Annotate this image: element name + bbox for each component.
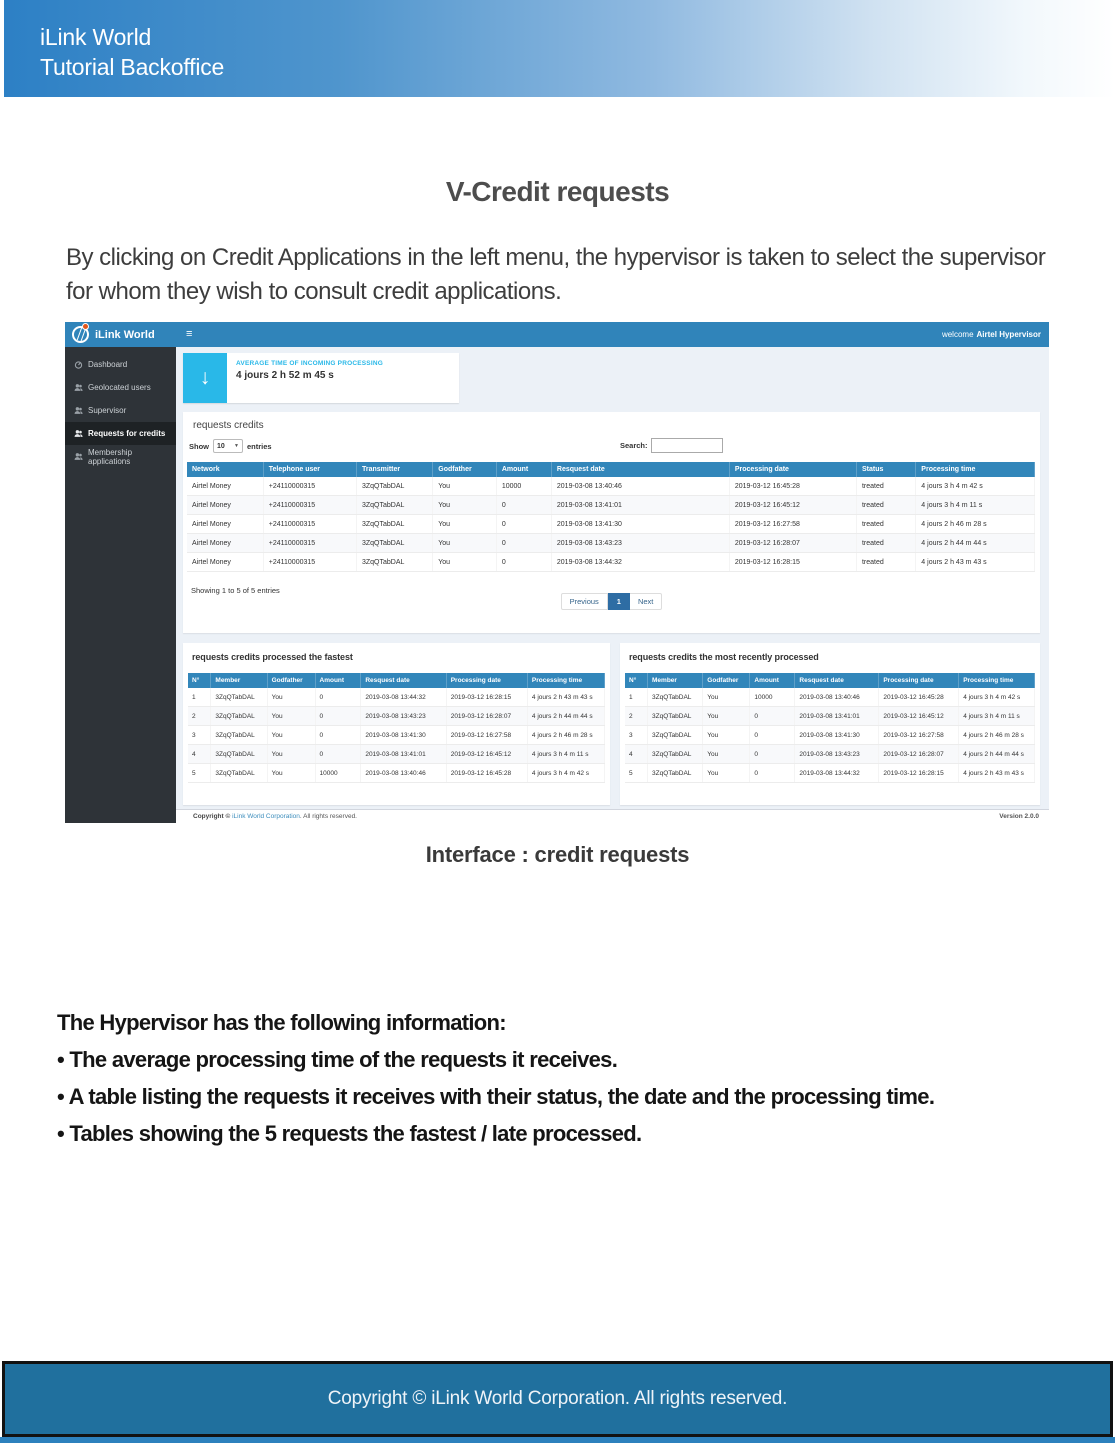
table-row <box>188 764 605 783</box>
table-cell: 5 <box>188 764 211 783</box>
table-cell: 3ZqQTabDAL <box>211 726 267 745</box>
table-cell: You <box>703 745 750 764</box>
table-cell: 3ZqQTabDAL <box>648 726 703 745</box>
fastest-requests-panel <box>183 643 610 805</box>
table-cell: 2019-03-12 16:45:28 <box>879 688 959 707</box>
table-cell: treated <box>856 477 915 496</box>
kpi-value: 4 jours 2 h 52 m 45 s <box>236 370 334 381</box>
table-cell: 2019-03-08 13:41:01 <box>551 496 729 515</box>
table-cell: 4 jours 2 h 44 m 44 s <box>916 534 1035 553</box>
pagination <box>183 593 1040 610</box>
previous-page-button[interactable]: Previous <box>561 593 608 610</box>
column-header: Amount <box>315 673 361 688</box>
column-header: Telephone user <box>263 462 356 477</box>
sidebar-item-label: Dashboard <box>88 360 128 369</box>
table-row <box>187 553 1035 572</box>
sidebar-item-geolocated-users[interactable] <box>65 376 176 399</box>
table-cell: 2019-03-12 16:28:07 <box>729 534 856 553</box>
entries-select[interactable] <box>213 439 243 453</box>
table-row <box>187 496 1035 515</box>
table-cell: 2019-03-08 13:40:46 <box>361 764 446 783</box>
table-header-row <box>188 673 605 688</box>
doc-header-line2: Tutorial Backoffice <box>40 54 225 80</box>
table-cell: 4 jours 3 h 4 m 11 s <box>959 707 1035 726</box>
document-footer-text: Copyright © iLink World Corporation. All rights reserved. <box>327 1388 788 1409</box>
column-header: N° <box>188 673 211 688</box>
table-cell: 2019-03-08 13:43:23 <box>361 707 446 726</box>
sidebar-item-supervisor[interactable] <box>65 399 176 422</box>
table-cell: +24110000315 <box>263 534 356 553</box>
table-row <box>187 515 1035 534</box>
table-cell: 0 <box>750 707 795 726</box>
table-cell: 2019-03-12 16:28:07 <box>879 745 959 764</box>
info-bullet: • A table listing the requests it receives with their status, the date and the processing time. <box>57 1084 935 1109</box>
table-cell: 3 <box>625 726 648 745</box>
table-row <box>625 745 1035 764</box>
table-cell: treated <box>856 553 915 572</box>
table-cell: 1 <box>625 688 648 707</box>
column-header: Resquest date <box>551 462 729 477</box>
table-cell: 0 <box>750 726 795 745</box>
doc-header-line1: iLink World <box>40 24 152 50</box>
users-icon <box>74 383 83 392</box>
table-cell: 2019-03-08 13:40:46 <box>795 688 879 707</box>
table-cell: +24110000315 <box>263 477 356 496</box>
users-icon <box>74 429 83 438</box>
table-cell: 2 <box>625 707 648 726</box>
table-cell: treated <box>856 515 915 534</box>
info-bullet: • Tables showing the 5 requests the fastest / late processed. <box>57 1121 642 1146</box>
column-header: Processing time <box>959 673 1035 688</box>
table-cell: 2019-03-08 13:44:32 <box>795 764 879 783</box>
table-cell: 2019-03-12 16:28:15 <box>729 553 856 572</box>
table-cell: 2019-03-12 16:28:15 <box>879 764 959 783</box>
table-cell: treated <box>856 496 915 515</box>
sidebar-item-requests-for-credits[interactable] <box>65 422 176 445</box>
table-cell: You <box>703 764 750 783</box>
table-cell: 0 <box>315 745 361 764</box>
figure-caption: Interface : credit requests <box>425 842 690 867</box>
table-cell: 10000 <box>750 688 795 707</box>
table-cell: 3ZqQTabDAL <box>648 688 703 707</box>
table-cell: 0 <box>496 515 551 534</box>
column-header: Member <box>211 673 267 688</box>
table-cell: You <box>703 726 750 745</box>
table-cell: 2019-03-12 16:27:58 <box>446 726 527 745</box>
column-header: Godfather <box>433 462 497 477</box>
column-header: Status <box>856 462 915 477</box>
panel-title: requests credits the most recently processed <box>629 652 819 662</box>
table-cell: 4 jours 3 h 4 m 42 s <box>527 764 604 783</box>
sidebar-item-label: Membership applications <box>88 447 133 466</box>
table-cell: 0 <box>750 745 795 764</box>
table-row <box>625 764 1035 783</box>
table-cell: 5 <box>625 764 648 783</box>
bottom-accent-strip <box>0 1437 1115 1443</box>
table-cell: You <box>267 745 315 764</box>
sidebar-item-membership-applications[interactable] <box>65 445 176 468</box>
app-topbar <box>65 322 1049 347</box>
table-cell: treated <box>856 534 915 553</box>
chevron-down-icon: ▼ <box>234 443 239 449</box>
table-cell: You <box>703 688 750 707</box>
app-footer-link[interactable]: iLink World Corporation <box>232 813 300 820</box>
welcome-user: Airtel Hypervisor <box>976 330 1041 339</box>
table-header-row <box>625 673 1035 688</box>
table-cell: 10000 <box>315 764 361 783</box>
table-row <box>187 477 1035 496</box>
intro-paragraph: By clicking on Credit Applications in the left menu, the hypervisor is taken to select the supervisor for whom they wish to consult credit applications. <box>66 244 1046 305</box>
kpi-label: AVERAGE TIME OF INCOMING PROCESSING <box>236 360 384 367</box>
table-cell: 4 jours 2 h 44 m 44 s <box>959 745 1035 764</box>
document-header <box>0 0 1115 97</box>
table-cell: 0 <box>496 553 551 572</box>
table-cell: 2019-03-08 13:41:30 <box>551 515 729 534</box>
table-cell: You <box>703 707 750 726</box>
app-footer <box>176 809 1049 823</box>
table-row <box>187 534 1035 553</box>
app-main-area <box>176 347 1049 823</box>
fastest-requests-table <box>188 673 605 783</box>
column-header: Member <box>648 673 703 688</box>
column-header: Processing time <box>916 462 1035 477</box>
table-cell: 4 jours 2 h 43 m 43 s <box>527 688 604 707</box>
app-brand-label: iLink World <box>95 328 155 341</box>
table-cell: 4 jours 2 h 43 m 43 s <box>959 764 1035 783</box>
table-cell: 2019-03-08 13:41:01 <box>361 745 446 764</box>
column-header: Amount <box>496 462 551 477</box>
table-cell: 2019-03-12 16:45:28 <box>729 477 856 496</box>
menu-toggle-icon[interactable]: ≡ <box>186 328 193 340</box>
table-cell: 4 jours 2 h 43 m 43 s <box>916 553 1035 572</box>
column-header: Resquest date <box>361 673 446 688</box>
table-cell: 3ZqQTabDAL <box>211 707 267 726</box>
table-cell: 2019-03-12 16:27:58 <box>729 515 856 534</box>
table-row <box>625 726 1035 745</box>
table-cell: 3 <box>188 726 211 745</box>
table-cell: 3ZqQTabDAL <box>356 515 432 534</box>
table-cell: 0 <box>315 707 361 726</box>
users-icon <box>74 452 83 461</box>
table-cell: 1 <box>188 688 211 707</box>
table-cell: 2019-03-08 13:43:23 <box>795 745 879 764</box>
entries-control <box>189 439 272 453</box>
column-header: Processing date <box>879 673 959 688</box>
column-header: Amount <box>750 673 795 688</box>
next-page-button[interactable]: Next <box>630 593 662 610</box>
info-heading: The Hypervisor has the following information: <box>57 1010 506 1035</box>
table-cell: 2019-03-12 16:45:28 <box>446 764 527 783</box>
app-version: Version 2.0.0 <box>999 813 1039 820</box>
table-cell: +24110000315 <box>263 553 356 572</box>
table-cell: 2019-03-12 16:27:58 <box>879 726 959 745</box>
table-cell: 4 jours 3 h 4 m 11 s <box>527 745 604 764</box>
table-cell: 3ZqQTabDAL <box>211 745 267 764</box>
table-cell: You <box>267 726 315 745</box>
table-cell: 2019-03-12 16:28:15 <box>446 688 527 707</box>
sidebar-item-label: Geolocated users <box>88 383 151 392</box>
down-arrow-icon: ↓ <box>183 353 227 403</box>
requests-credits-panel <box>183 412 1040 633</box>
app-brand[interactable] <box>65 322 176 347</box>
app-screenshot <box>65 322 1049 823</box>
table-cell: 3ZqQTabDAL <box>211 764 267 783</box>
entries-select-value: 10 <box>217 442 225 450</box>
table-cell: 4 jours 3 h 4 m 11 s <box>916 496 1035 515</box>
column-header: Transmitter <box>356 462 432 477</box>
column-header: Network <box>187 462 263 477</box>
column-header: N° <box>625 673 648 688</box>
entries-label: entries <box>247 441 272 451</box>
table-cell: Airtel Money <box>187 496 263 515</box>
table-cell: You <box>267 764 315 783</box>
column-header: Processing date <box>729 462 856 477</box>
table-cell: 2 <box>188 707 211 726</box>
app-sidebar <box>65 347 176 823</box>
table-cell: 4 <box>188 745 211 764</box>
info-block <box>57 1004 1107 1152</box>
table-cell: 2019-03-08 13:44:32 <box>551 553 729 572</box>
page-1-button[interactable]: 1 <box>608 593 630 610</box>
app-footer-copyright-suffix: . All rights reserved. <box>299 813 357 820</box>
table-row <box>188 707 605 726</box>
panel-title: requests credits processed the fastest <box>192 652 353 662</box>
map-pin-icon <box>82 323 89 330</box>
recent-requests-table <box>625 673 1035 783</box>
table-cell: 2019-03-08 13:41:30 <box>361 726 446 745</box>
search-control <box>620 438 723 453</box>
table-row <box>188 745 605 764</box>
table-cell: 4 jours 2 h 46 m 28 s <box>527 726 604 745</box>
recent-requests-panel <box>620 643 1040 805</box>
table-cell: You <box>433 515 497 534</box>
table-cell: You <box>433 477 497 496</box>
sidebar-item-dashboard[interactable] <box>65 353 176 376</box>
table-cell: 4 jours 2 h 44 m 44 s <box>527 707 604 726</box>
table-cell: 4 jours 2 h 46 m 28 s <box>959 726 1035 745</box>
table-row <box>188 688 605 707</box>
table-cell: You <box>433 496 497 515</box>
welcome-text <box>942 322 1041 347</box>
table-cell: 4 <box>625 745 648 764</box>
table-cell: 3ZqQTabDAL <box>356 496 432 515</box>
table-cell: 0 <box>496 534 551 553</box>
table-cell: 2019-03-08 13:40:46 <box>551 477 729 496</box>
table-cell: 2019-03-12 16:45:12 <box>446 745 527 764</box>
table-cell: 2019-03-08 13:41:01 <box>795 707 879 726</box>
table-cell: +24110000315 <box>263 496 356 515</box>
search-label: Search: <box>620 441 648 450</box>
table-cell: 0 <box>496 496 551 515</box>
column-header: Processing date <box>446 673 527 688</box>
table-cell: 3ZqQTabDAL <box>211 688 267 707</box>
welcome-prefix: welcome <box>941 330 974 339</box>
showing-entries-text: Showing 1 to 5 of 5 entries <box>191 586 280 595</box>
average-time-card <box>183 353 459 403</box>
table-cell: 3ZqQTabDAL <box>648 707 703 726</box>
table-row <box>188 726 605 745</box>
table-header-row <box>187 462 1035 477</box>
table-cell: 2019-03-12 16:28:07 <box>446 707 527 726</box>
table-cell: 2019-03-08 13:41:30 <box>795 726 879 745</box>
sidebar-item-label: Requests for credits <box>88 429 166 438</box>
column-header: Godfather <box>703 673 750 688</box>
table-cell: 4 jours 3 h 4 m 42 s <box>916 477 1035 496</box>
table-cell: 0 <box>315 726 361 745</box>
table-cell: 2019-03-12 16:45:12 <box>879 707 959 726</box>
app-footer-copyright-prefix: Copyright © <box>193 813 233 820</box>
table-cell: 0 <box>750 764 795 783</box>
table-cell: 2019-03-12 16:45:12 <box>729 496 856 515</box>
table-cell: 3ZqQTabDAL <box>356 534 432 553</box>
table-cell: Airtel Money <box>187 477 263 496</box>
table-cell: Airtel Money <box>187 515 263 534</box>
page-title: V-Credit requests <box>445 176 670 207</box>
panel-title: requests credits <box>193 420 264 431</box>
table-row <box>625 707 1035 726</box>
table-cell: 3ZqQTabDAL <box>356 477 432 496</box>
table-cell: Airtel Money <box>187 553 263 572</box>
table-cell: 3ZqQTabDAL <box>648 745 703 764</box>
table-cell: You <box>267 688 315 707</box>
table-cell: 3ZqQTabDAL <box>356 553 432 572</box>
document-footer <box>2 1361 1113 1437</box>
info-bullet: • The average processing time of the requests it receives. <box>57 1047 618 1072</box>
table-cell: 4 jours 2 h 46 m 28 s <box>916 515 1035 534</box>
table-cell: 0 <box>315 688 361 707</box>
table-cell: 4 jours 3 h 4 m 42 s <box>959 688 1035 707</box>
app-logo-globe-icon <box>72 326 89 343</box>
requests-credits-table <box>187 462 1035 572</box>
table-cell: 2019-03-08 13:44:32 <box>361 688 446 707</box>
dashboard-icon <box>74 360 83 369</box>
users-icon <box>74 406 83 415</box>
sidebar-item-label: Supervisor <box>88 406 127 415</box>
table-cell: You <box>433 553 497 572</box>
table-cell: You <box>433 534 497 553</box>
table-row <box>625 688 1035 707</box>
column-header: Godfather <box>267 673 315 688</box>
column-header: Resquest date <box>795 673 879 688</box>
show-label: Show <box>189 441 209 451</box>
search-input[interactable] <box>651 438 723 453</box>
column-header: Processing time <box>527 673 604 688</box>
table-cell: 10000 <box>496 477 551 496</box>
table-cell: Airtel Money <box>187 534 263 553</box>
table-cell: 2019-03-08 13:43:23 <box>551 534 729 553</box>
table-cell: 3ZqQTabDAL <box>648 764 703 783</box>
table-cell: +24110000315 <box>263 515 356 534</box>
table-cell: You <box>267 707 315 726</box>
